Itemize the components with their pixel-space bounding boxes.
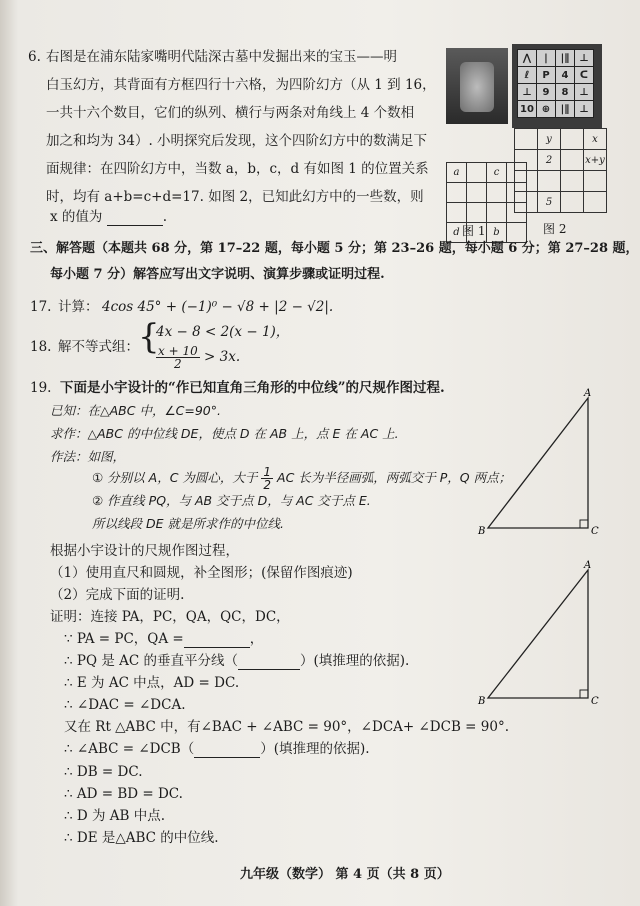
q19-proof-1: ∵ PA = PC，QA = ， (64, 631, 264, 647)
q19-proof-3: ∴ E 为 AC 中点，AD = DC. (64, 675, 240, 691)
vertex-a-label-1: A (584, 388, 592, 399)
q19-proof-0: 证明：连接 PA，PC，QA，QC，DC， (50, 609, 290, 625)
photo-grid-row (518, 84, 594, 101)
photo-grid-cell: 4 (556, 67, 575, 84)
photo-grid-cell: ⊥ (575, 84, 594, 101)
photo-grid-row (518, 50, 594, 67)
q19-proof-8: ∴ AD = BD = DC. (64, 786, 183, 802)
q17-label: 计算： (58, 299, 99, 315)
q19-task-1: （1）使用直尺和圆规，补全图形；(保留作图痕迹) (50, 565, 353, 581)
q17-number: 17. (30, 299, 52, 315)
figure-2-row (515, 171, 607, 192)
figure-2-row (515, 129, 607, 150)
figure-1-caption: 图 1 (462, 224, 486, 238)
figure-2-cell (584, 192, 607, 213)
q16-line-4: 加之和均为 34）. 小明探究后发现，这个四阶幻方中的数满足下 (46, 133, 428, 149)
figure-1-cell (467, 163, 487, 183)
figure-1-cell (487, 183, 507, 203)
figure-1-cell: a (447, 163, 467, 183)
figure-1-cell (467, 183, 487, 203)
proof-blank-1[interactable] (184, 633, 250, 648)
figure-2-cell (515, 150, 538, 171)
q18-inequality-2: $\frac{x + 10}{2}$ > 3x. (158, 344, 241, 371)
q16-line-6: 时，均有 a+b=c+d=17. 如图 2，已知此幻方中的一些数，则 (46, 189, 424, 205)
photo-grid-cell: 10 (518, 101, 537, 118)
figure-2-cell: x (584, 129, 607, 150)
q16-line-2: 白玉幻方，其背面有方框四行十六格，为四阶幻方（从 1 到 16， (46, 77, 436, 93)
q19-number: 19. (30, 380, 52, 396)
q19-given: 已知：在△ABC 中，∠C=90°. (50, 403, 221, 418)
figure-2-cell: x+y (584, 150, 607, 171)
q19-proof-6: ∴ ∠ABC = ∠DCB（ ）(填推理的依据). (64, 741, 370, 757)
q19-intro: 下面是小宇设计的“作已知直角三角形的中位线”的尺规作图过程. (60, 380, 445, 396)
figure-1-cell: c (487, 163, 507, 183)
figure-2-cell (561, 192, 584, 213)
q16-number: 6. (28, 49, 41, 65)
triangle-figure-1 (476, 386, 606, 536)
photo-grid-cell: ℓ (518, 67, 537, 84)
photo-grid-cell: |∥ (556, 101, 575, 118)
triangle-abc-1 (488, 398, 588, 528)
q19-proof-9: ∴ D 为 AB 中点. (64, 808, 166, 824)
q16-line-3: 一共十六个数目，它们的纵列、横行与两条对角线上 4 个数相 (46, 105, 415, 121)
q19-step-1: ① 分别以 A，C 为圆心，大于 $\frac{1}{2}$ AC 长为半径画弧，两弧交于 P，Q 两点； (92, 465, 512, 492)
right-angle-mark-1 (580, 520, 588, 528)
photo-grid-row (518, 67, 594, 84)
vertex-c-label-2: C (591, 696, 599, 707)
vertex-b-label-1: B (478, 526, 486, 536)
page-footer: 九年级（数学） 第 4 页（共 8 页） (240, 867, 450, 882)
photo-grid-cell: ⊥ (575, 50, 594, 67)
figure-2-caption: 图 2 (543, 222, 567, 236)
figure-1-cell (487, 203, 507, 223)
figure-2-cell (515, 129, 538, 150)
proof-blank-2[interactable] (238, 655, 300, 670)
q16-answer-blank[interactable] (107, 211, 163, 226)
q17-expression: 4cos 45° + (−1)⁰ − √8 + |2 − √2|. (102, 299, 334, 315)
photo-grid-cell: |∥ (556, 50, 575, 67)
figure-2-cell (538, 171, 561, 192)
photo-grid-cell: 8 (556, 84, 575, 101)
proof-blank-3[interactable] (194, 743, 260, 758)
q19-task-2: （2）完成下面的证明. (50, 587, 185, 603)
q16-line-5: 面规律：在四阶幻方中，当数 a，b，c，d 有如图 1 的位置关系 (46, 161, 429, 177)
figure-2-cell (515, 192, 538, 213)
magic-square-photo-grid (517, 49, 594, 118)
figure-2-cell (561, 171, 584, 192)
figure-2-cell (561, 129, 584, 150)
jade-photo-front (446, 48, 508, 124)
section3-line-2: 每小题 7 分）解答应写出文字说明、演算步骤或证明过程. (50, 267, 385, 282)
q19-proof-4: ∴ ∠DAC = ∠DCA. (64, 697, 186, 713)
q18-number: 18. (30, 339, 52, 355)
figure-1-cell: b (487, 223, 507, 243)
q19-conclusion: 所以线段 DE 就是所求作的中位线. (92, 516, 284, 531)
q18-label: 解不等式组： (58, 339, 139, 355)
q18-inequality-1: 4x − 8 < 2(x − 1)， (156, 324, 290, 340)
triangle-figure-2 (476, 560, 606, 710)
figure-2-cell (515, 171, 538, 192)
figure-2-cell: 5 (538, 192, 561, 213)
photo-grid-cell: ⊕ (537, 101, 556, 118)
photo-grid-cell: ⊥ (518, 84, 537, 101)
photo-grid-cell: ᑕ (575, 67, 594, 84)
photo-grid-cell: ⋀ (518, 50, 537, 67)
figure-2-cell (561, 150, 584, 171)
figure-2-cell (584, 171, 607, 192)
q19-proof-5: 又在 Rt △ABC 中，有∠BAC + ∠ABC = 90°，∠DCA+ ∠DCB = 90°. (64, 719, 509, 735)
q19-proof-2: ∴ PQ 是 AC 的垂直平分线（ ）(填推理的依据). (64, 653, 410, 669)
q19-find: 求作：△ABC 的中位线 DE，使点 D 在 AB 上，点 E 在 AC 上. (50, 426, 399, 441)
figure-2-grid (514, 128, 607, 213)
photo-grid-cell: 9 (537, 84, 556, 101)
photo-grid-cell: P (537, 67, 556, 84)
jade-photo-back (512, 44, 602, 128)
figure-2-row (515, 192, 607, 213)
q19-method: 作法：如图， (50, 449, 126, 464)
photo-grid-cell: | (537, 50, 556, 67)
figure-1-cell: d (447, 223, 467, 243)
figure-2-cell: y (538, 129, 561, 150)
q18-brace: { (138, 317, 160, 357)
figure-1-cell (447, 203, 467, 223)
q19-task: 根据小宇设计的尺规作图过程， (50, 543, 239, 559)
q19-proof-7: ∴ DB = DC. (64, 764, 143, 780)
figure-2-row (515, 150, 607, 171)
photo-grid-cell: ⊥ (575, 101, 594, 118)
q19-step-2: ② 作直线 PQ，与 AB 交于点 D，与 AC 交于点 E. (92, 493, 371, 508)
q19-proof-10: ∴ DE 是△ABC 的中位线. (64, 830, 219, 846)
section3-line-1: 三、解答题（本题共 68 分，第 17–22 题，每小题 5 分；第 23–26 题，每小题 6 分；第 27–28 题， (30, 241, 639, 256)
figure-1-cell (447, 183, 467, 203)
vertex-c-label-1: C (591, 526, 599, 536)
photo-grid-row (518, 101, 594, 118)
figure-1-cell (467, 203, 487, 223)
q16-last-line: x 的值为 . (50, 209, 167, 225)
right-angle-mark-2 (580, 690, 588, 698)
vertex-b-label-2: B (478, 696, 486, 707)
figure-2-cell: 2 (538, 150, 561, 171)
q16-line-1: 右图是在浦东陆家嘴明代陆深古墓中发掘出来的宝玉——明 (46, 49, 397, 65)
triangle-abc-2 (488, 570, 588, 698)
vertex-a-label-2: A (584, 560, 592, 571)
